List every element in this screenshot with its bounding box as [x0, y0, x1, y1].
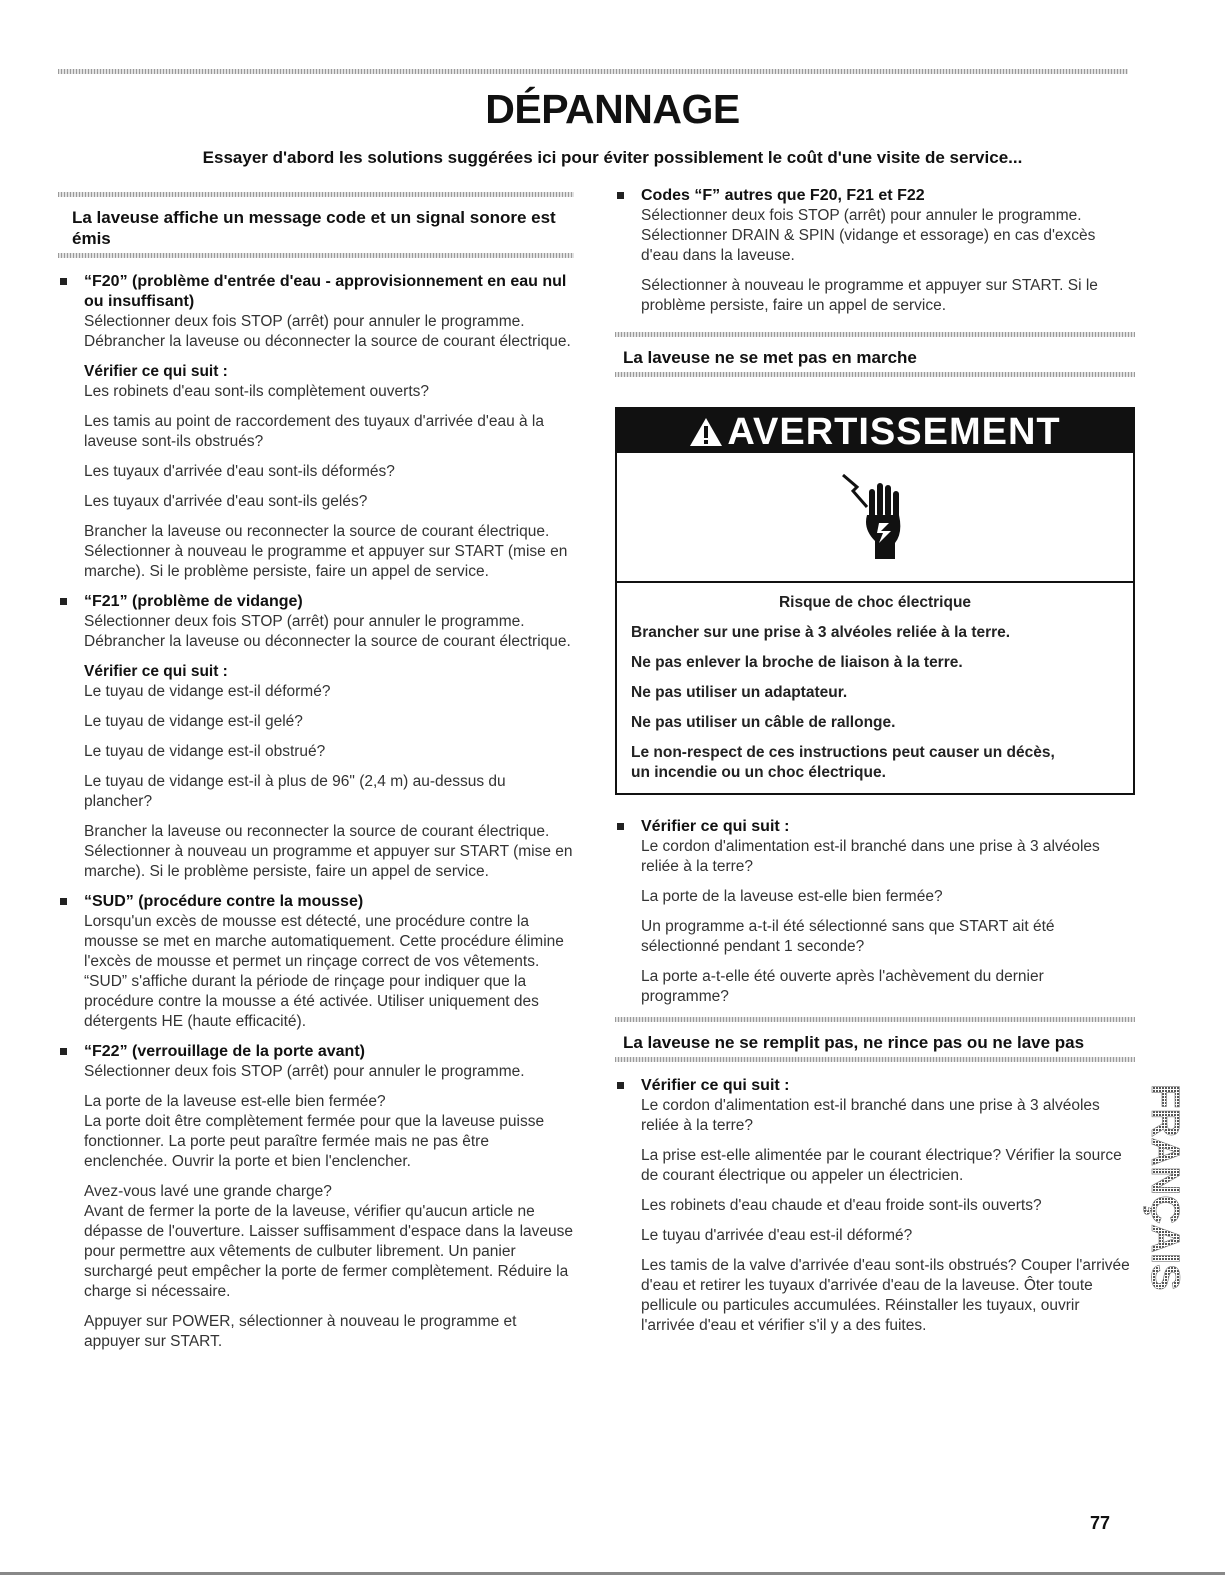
warning-box [615, 407, 1135, 795]
warning-line: Ne pas utiliser un adaptateur. [631, 684, 848, 701]
bullet-icon [60, 898, 67, 905]
bullet-icon [60, 278, 67, 285]
item-title: Codes “F” autres que F20, F21 et F22 [641, 187, 925, 204]
item-title: “F21” (problème de vidange) [84, 593, 303, 610]
left-column [58, 186, 574, 1362]
warning-line: Brancher sur une prise à 3 alvéoles reliée à la terre. [631, 624, 1011, 641]
paragraph: Les tuyaux d'arrivée d'eau sont-ils gelés? [84, 493, 368, 510]
top-rule [58, 69, 1128, 74]
section-rule [58, 253, 574, 258]
paragraph: Le tuyau de vidange est-il déformé? [84, 683, 331, 700]
section-title: La laveuse affiche un message code et un signal sonore est émis [72, 208, 556, 248]
check-block [84, 662, 574, 702]
paragraph: Brancher la laveuse ou reconnecter la source de courant électrique. Sélectionner à nouveau le programme et appuyer sur START (mise en marche). Si le problème persiste, faire un appel de service. [84, 523, 568, 580]
page-subtitle: Essayer d'abord les solutions suggérées ici pour éviter possiblement le coût d'une visite de service... [202, 148, 1023, 167]
section-rule [615, 1057, 1135, 1062]
bottom-rule [0, 1572, 1225, 1575]
check-label: Vérifier ce qui suit : [641, 1077, 790, 1094]
electric-shock-hand-icon [835, 467, 915, 567]
item-f22 [58, 1042, 574, 1352]
paragraph: Les tamis de la valve d'arrivée d'eau sont-ils obstrués? Couper l'arrivée d'eau et retirer les tuyaux d'arrivée d'eau de la laveuse. Ôter toute pellicule ou particules accumulées. Réinstaller les tuyaux, ouvrir l'arrivée d'eau et vérifier s'il y a des fuites. [641, 1257, 1130, 1334]
paragraph: La porte a-t-elle été ouverte après l'achèvement du dernier programme? [641, 968, 1044, 1005]
paragraph: Appuyer sur POWER, sélectionner à nouveau le programme et appuyer sur START. [84, 1313, 517, 1350]
right-column [615, 186, 1135, 1346]
qa-block [84, 1092, 574, 1172]
paragraph: La porte de la laveuse est-elle bien fermée? [641, 888, 943, 905]
item-sud [58, 892, 574, 1032]
page-number: 77 [1090, 1513, 1111, 1533]
warning-line: Le non-respect de ces instructions peut causer un décès, un incendie ou un choc électrique. [631, 744, 1055, 781]
item-title: “F20” (problème d'entrée d'eau - approvisionnement en eau nul ou insuffisant) [84, 273, 567, 310]
side-tab-text: FRANÇAIS [1143, 1084, 1187, 1291]
warning-line: Ne pas utiliser un câble de rallonge. [631, 714, 896, 731]
bullet-icon [60, 598, 67, 605]
warning-text [617, 583, 1133, 793]
page-title: DÉPANNAGE [485, 86, 740, 132]
section-title: La laveuse ne se remplit pas, ne rince pas ou ne lave pas [623, 1033, 1085, 1052]
paragraph: Le cordon d'alimentation est-il branché dans une prise à 3 alvéoles reliée à la terre? [641, 838, 1100, 875]
warning-image [617, 453, 1133, 583]
side-tab-language [1140, 1080, 1190, 1340]
warning-line: Risque de choc électrique [778, 594, 972, 611]
question: La porte de la laveuse est-elle bien fermée? [84, 1093, 386, 1110]
bullet-icon [617, 192, 624, 199]
paragraph: Sélectionner deux fois STOP (arrêt) pour annuler le programme. Débrancher la laveuse ou déconnecter la source de courant électrique. [84, 613, 571, 650]
answer: La porte doit être complètement fermée pour que la laveuse puisse fonctionner. La porte peut paraître fermée mais ne pas être enclenchée. Ouvrir la porte et bien l'enclencher. [84, 1113, 545, 1170]
paragraph: Sélectionner deux fois STOP (arrêt) pour annuler le programme. Sélectionner DRAIN & SPIN (vidange et essorage) en cas d'excès d'eau dans la laveuse. [641, 207, 1096, 264]
section-header-code [58, 192, 574, 258]
section-header-no-start [615, 332, 1135, 377]
check-block [84, 362, 574, 402]
warning-header [617, 409, 1133, 453]
paragraph: Le tuyau de vidange est-il à plus de 96" (2,4 m) au-dessus du plancher? [84, 773, 506, 810]
paragraph: Lorsqu'un excès de mousse est détecté, une procédure contre la mousse se met en marche automatiquement. Cette procédure élimine l'excès de mousse et permet un rinçage correct de vos vêtements. “SUD” s'affiche durant la période de rinçage pour indiquer que la procédure contre la mousse a été activée. Utiliser uniquement des détergents HE (haute efficacité). [84, 913, 564, 1030]
qa-block [84, 1182, 574, 1302]
paragraph: La prise est-elle alimentée par le courant électrique? Vérifier la source de courant électrique ou appeler un électricien. [641, 1147, 1122, 1184]
item-f-codes [615, 186, 1135, 316]
section-title: La laveuse ne se met pas en marche [623, 348, 917, 367]
item-title: “SUD” (procédure contre la mousse) [84, 893, 364, 910]
paragraph: Un programme a-t-il été sélectionné sans que START ait été sélectionné pendant 1 seconde? [641, 918, 1055, 955]
paragraph: Brancher la laveuse ou reconnecter la source de courant électrique. Sélectionner à nouveau un programme et appuyer sur START (mise en marche). Si le problème persiste, faire un appel de service. [84, 823, 573, 880]
bullet-icon [617, 1082, 624, 1089]
bullet-icon [60, 1048, 67, 1055]
section-rule [615, 372, 1135, 377]
paragraph: Sélectionner à nouveau le programme et appuyer sur START. Si le problème persiste, faire un appel de service. [641, 277, 1098, 314]
paragraph: Les robinets d'eau sont-ils complètement ouverts? [84, 383, 430, 400]
item-f21 [58, 592, 574, 882]
item-title: “F22” (verrouillage de la porte avant) [84, 1043, 365, 1060]
check-label: Vérifier ce qui suit : [84, 663, 228, 680]
paragraph: Sélectionner deux fois STOP (arrêt) pour annuler le programme. Débrancher la laveuse ou déconnecter la source de courant électrique. [84, 313, 571, 350]
question: Avez-vous lavé une grande charge? [84, 1183, 332, 1200]
paragraph: Le tuyau de vidange est-il obstrué? [84, 743, 326, 760]
check-label: Vérifier ce qui suit : [641, 818, 790, 835]
bullet-icon [617, 823, 624, 830]
answer: Avant de fermer la porte de la laveuse, vérifier qu'aucun article ne dépasse de l'ouverture. Laisser suffisamment d'espace dans la laveuse pour permettre aux vêtements de culbuter librement. Un panier surchargé peut empêcher la porte de fermer complètement. Réduire la charge si nécessaire. [84, 1203, 573, 1300]
item-f20 [58, 272, 574, 582]
paragraph: Le tuyau de vidange est-il gelé? [84, 713, 303, 730]
paragraph: Sélectionner deux fois STOP (arrêt) pour annuler le programme. [84, 1063, 525, 1080]
paragraph: Les tuyaux d'arrivée d'eau sont-ils déformés? [84, 463, 395, 480]
section-header-no-fill [615, 1017, 1135, 1062]
paragraph: Le cordon d'alimentation est-il branché dans une prise à 3 alvéoles reliée à la terre? [641, 1097, 1100, 1134]
check-label: Vérifier ce qui suit : [84, 363, 228, 380]
item-check-1 [615, 817, 1135, 1007]
warning-line: Ne pas enlever la broche de liaison à la terre. [631, 654, 963, 671]
paragraph: Les tamis au point de raccordement des tuyaux d'arrivée d'eau à la laveuse sont-ils obstrués? [84, 413, 544, 450]
paragraph: Les robinets d'eau chaude et d'eau froide sont-ils ouverts? [641, 1197, 1042, 1214]
item-check-2 [615, 1076, 1135, 1336]
warning-triangle-icon [689, 417, 723, 447]
warning-title: AVERTISSEMENT [727, 411, 1061, 453]
paragraph: Le tuyau d'arrivée d'eau est-il déformé? [641, 1227, 913, 1244]
